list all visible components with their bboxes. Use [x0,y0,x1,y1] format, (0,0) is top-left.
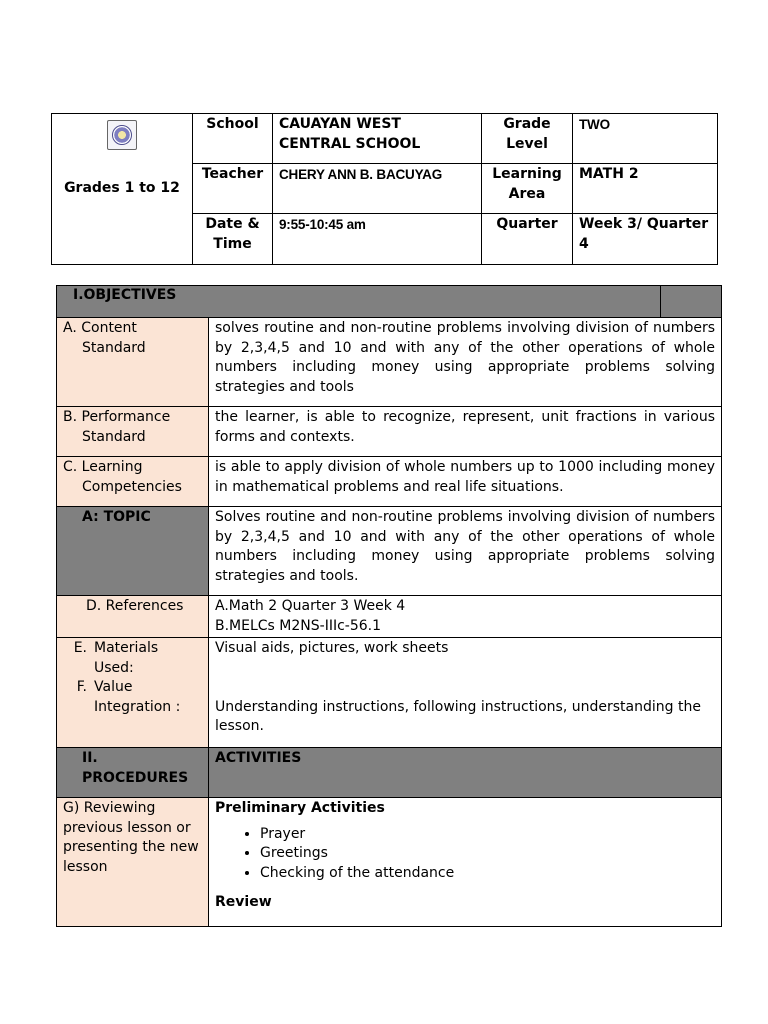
value-integration-label: Value Integration : [94,679,181,715]
date-time-value: 9:55-10:45 am [273,214,482,265]
objectives-heading-row [57,286,722,318]
reference-item: A.Math 2 Quarter 3 Week 4 [215,598,406,614]
content-standard-label: A. Content Standard [57,318,209,407]
grade-level-value: TWO [573,114,718,164]
performance-standard-text: the learner, is able to recognize, represent, unit fractions in various forms and contexts. [209,407,722,457]
activities-heading: ACTIVITIES [209,748,722,798]
school-label: School [193,114,273,164]
list-item: • Checking of the attendance [260,864,715,884]
learning-area-value: MATH 2 [573,164,718,214]
learning-competencies-label: C. Learning Competencies [57,457,209,507]
objectives-heading-blank [661,286,721,317]
preliminary-cell [209,798,722,927]
materials-text: Visual aids, pictures, work sheets [215,640,449,656]
performance-standard-label: B. Performance Standard [57,407,209,457]
materials-value-cell [209,638,722,748]
preliminary-heading: Preliminary Activities [215,800,385,816]
materials-value-label: E. Materials Used: F. Value Integration : [57,638,209,748]
grades-label: Grades 1 to 12 [64,179,180,196]
list-item: • Prayer [260,825,715,845]
value-integration-text: Understanding instructions, following instructions, understanding the lesson. [215,698,701,734]
review-heading: Review [215,894,272,910]
teacher-label: Teacher [193,164,273,214]
materials-label: Materials Used: [94,640,159,676]
logo-cell [52,114,193,265]
quarter-value: Week 3/ Quarter 4 [573,214,718,265]
procedures-heading: II. PROCEDURES [57,748,209,798]
date-time-label: Date & Time [193,214,273,265]
header-table [51,113,718,265]
list-item: • Greetings [260,844,715,864]
references-label: D. References [57,596,209,638]
learning-area-label: Learning Area [482,164,573,214]
deped-seal-icon [107,120,137,150]
references-list [209,596,722,638]
topic-text: Solves routine and non-routine problems involving division of numbers by 2,3,4,5 and 10 and with any of the other operations of whole numbers including money using appropriate problems solving strategies and tools. [209,507,722,596]
reviewing-label: G) Reviewing previous lesson or presenting the new lesson [57,798,209,927]
preliminary-list [215,825,715,884]
grade-level-label: Grade Level [482,114,573,164]
learning-competencies-text: is able to apply division of whole numbers up to 1000 including money in mathematical problems and real life situations. [209,457,722,507]
reference-item: B.MELCs M2NS-IIIc-56.1 [215,617,382,634]
topic-label: A: TOPIC [57,507,209,596]
lesson-plan-table [56,285,722,927]
objectives-heading: I.OBJECTIVES [57,286,661,317]
school-value: CAUAYAN WEST CENTRAL SCHOOL [273,114,482,164]
content-standard-text: solves routine and non-routine problems involving division of numbers by 2,3,4,5 and 10 and with any of the other operations of whole numbers including money using appropriate problems solving strategies and tools [209,318,722,407]
teacher-value: CHERY ANN B. BACUYAG [273,164,482,214]
quarter-label: Quarter [482,214,573,265]
